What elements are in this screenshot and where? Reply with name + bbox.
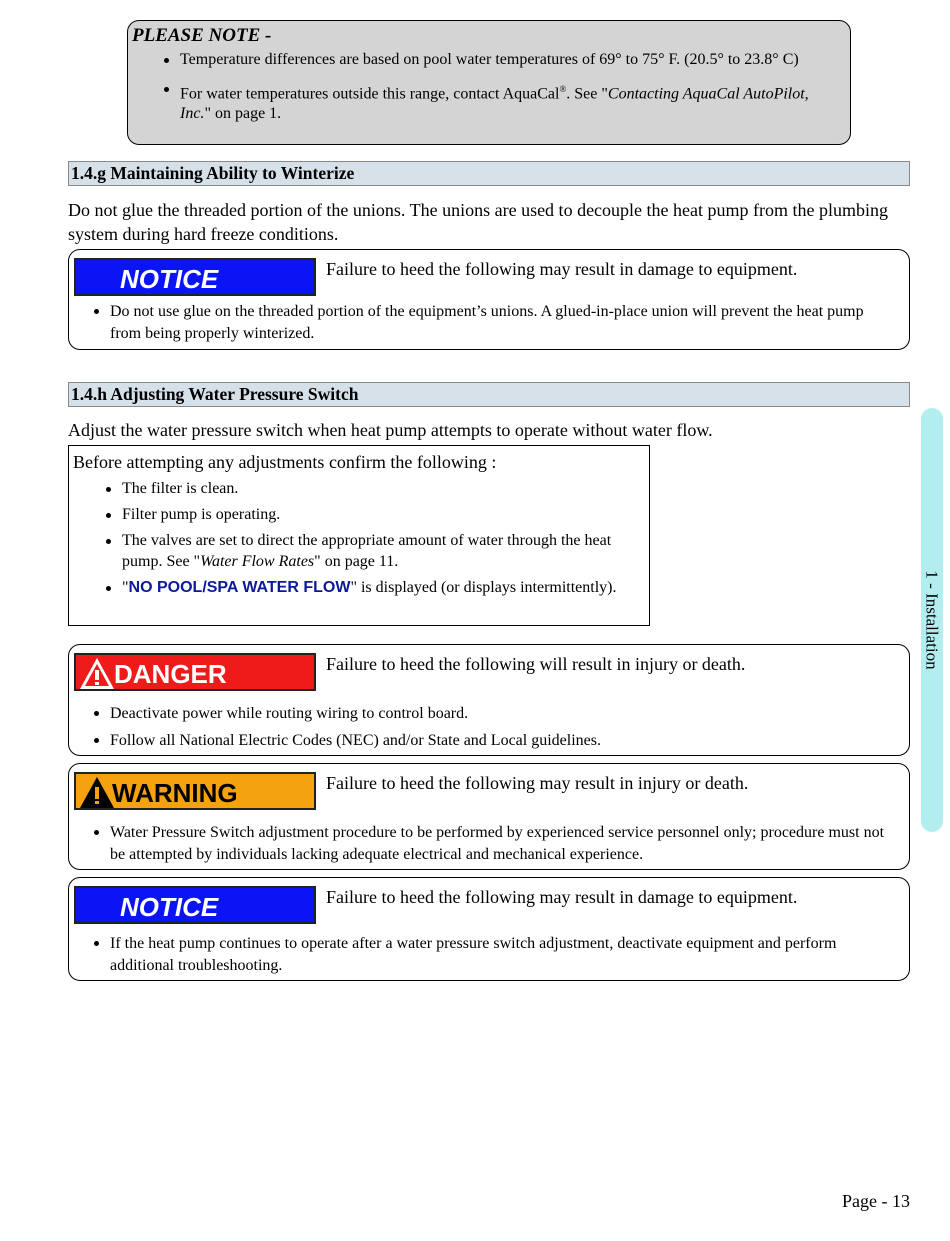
section-heading-winterize: 1.4.g Maintaining Ability to Winterize (68, 161, 910, 186)
notice-label: NOTICE (74, 258, 316, 296)
danger-headline: Failure to heed the following will result in injury or death. (326, 654, 746, 674)
registered-mark: ® (559, 84, 567, 94)
page-number: Page - 13 (842, 1191, 910, 1211)
list-item: Deactivate power while routing wiring to control board. (110, 703, 895, 725)
list-item: For water temperatures outside this range, contact AquaCal®. See "Contacting AquaCal AutoPilot, Inc." on page 1. (180, 79, 840, 124)
notice-callout-pressure-switch (68, 877, 910, 981)
notice-list (110, 301, 895, 345)
chapter-side-tab-label: 1 - Installation (923, 570, 942, 670)
list-item: If the heat pump continues to operate after a water pressure switch adjustment, deactivate equipment and perform additional troubleshooting. (110, 933, 895, 977)
warning-headline: Failure to heed the following may result in injury or death. (326, 773, 749, 793)
notice-headline: Failure to heed the following may result in damage to equipment. (326, 887, 798, 907)
notice-callout-winterize (68, 249, 910, 350)
list-item: Do not use glue on the threaded portion of the equipment’s unions. A glued-in-place union will prevent the heat pump from being properly winterized. (110, 301, 895, 345)
please-note-title: PLEASE NOTE - (132, 25, 272, 46)
warning-callout (68, 763, 910, 870)
checklist (122, 478, 639, 598)
notice-headline: Failure to heed the following may result in damage to equipment. (326, 259, 798, 279)
checklist-box (68, 445, 650, 626)
notice-label: NOTICE (74, 886, 316, 924)
list-item: The filter is clean. (122, 478, 639, 499)
list-item: Filter pump is operating. (122, 504, 639, 525)
pressure-switch-paragraph: Adjust the water pressure switch when heat pump attempts to operate without water flow. (68, 420, 713, 440)
please-note-list (180, 50, 840, 124)
winterize-paragraph: Do not glue the threaded portion of the unions. The unions are used to decouple the heat pump from the plumbing system during hard freeze conditions. (68, 200, 888, 244)
list-item: Temperature differences are based on pool water temperatures of 69° to 75° F. (20.5° to 23.8° C) (180, 50, 840, 70)
danger-list (110, 703, 895, 752)
warning-list (110, 822, 895, 866)
section-heading-pressure-switch: 1.4.h Adjusting Water Pressure Switch (68, 382, 910, 407)
list-item: Follow all National Electric Codes (NEC) and/or State and Local guidelines. (110, 730, 895, 752)
cross-reference-link[interactable]: Water Flow Rates (200, 553, 315, 570)
please-note-box (127, 20, 851, 145)
notice-list (110, 933, 895, 977)
cross-reference-link[interactable]: Contacting AquaCal AutoPilot, Inc. (180, 85, 809, 123)
danger-label: DANGER (74, 653, 316, 691)
hazard-triangle-icon (79, 656, 115, 690)
checklist-intro: Before attempting any adjustments confirm the following : (73, 452, 497, 472)
list-item: The valves are set to direct the appropriate amount of water through the heat pump. See "Water Flow Rates" on page 11. (122, 530, 639, 572)
display-message: NO POOL/SPA WATER FLOW (128, 579, 351, 596)
warning-label: WARNING (74, 772, 316, 810)
list-item: "NO POOL/SPA WATER FLOW" is displayed (or displays intermittently). (122, 577, 639, 598)
list-item: Water Pressure Switch adjustment procedure to be performed by experienced service personnel only; procedure must not be attempted by individuals lacking adequate electrical and mechanical experience. (110, 822, 895, 866)
hazard-triangle-icon (79, 775, 115, 809)
danger-callout (68, 644, 910, 756)
